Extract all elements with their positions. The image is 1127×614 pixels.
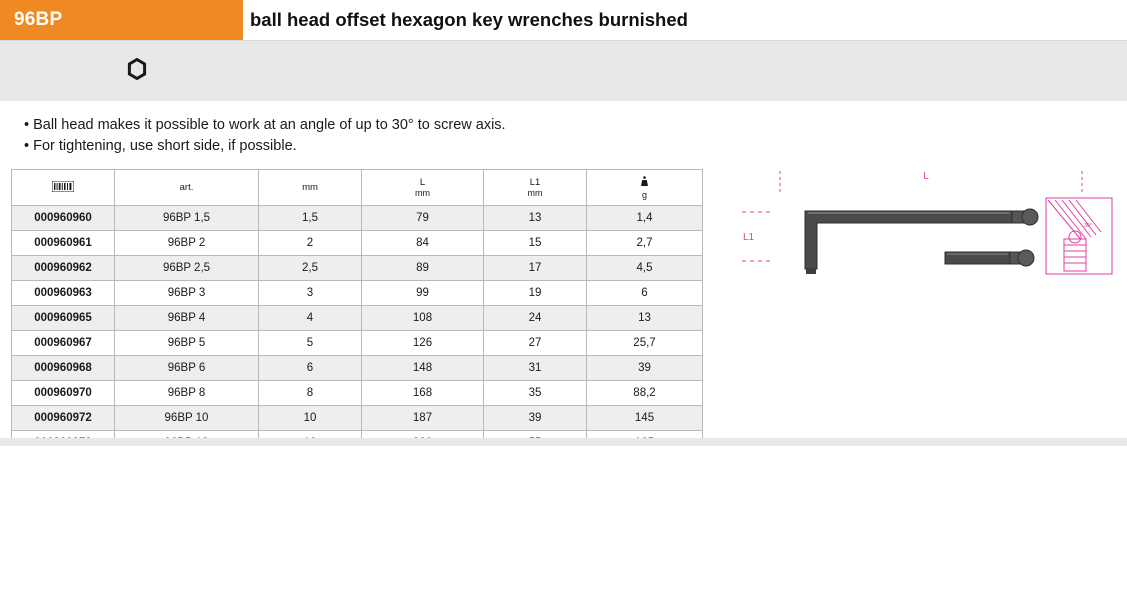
column-header-weight-unit: g: [641, 189, 647, 200]
cell-code: 000960960: [12, 206, 115, 231]
cell-l1: 15: [484, 231, 587, 256]
ball-end-shaft-detail: [945, 250, 1034, 266]
cell-art: 96BP 8: [115, 381, 259, 406]
table-row: [12, 381, 703, 406]
table-row: [12, 281, 703, 306]
table-header-row: [12, 170, 703, 206]
cell-weight: 13: [587, 306, 703, 331]
cell-weight: 25,7: [587, 331, 703, 356]
cell-weight: 145: [587, 406, 703, 431]
cell-mm: 4: [259, 306, 362, 331]
cell-l: 187: [362, 406, 484, 431]
cell-code: 000960970: [12, 381, 115, 406]
cell-l: 99: [362, 281, 484, 306]
page-title: ball head offset hexagon key wrenches burnished: [243, 0, 1127, 40]
product-code-badge: 96BP: [0, 0, 243, 40]
cell-weight: 6: [587, 281, 703, 306]
angle-detail-label: 30°: [1084, 223, 1093, 229]
cell-art: 96BP 4: [115, 306, 259, 331]
cell-code: 000960961: [12, 231, 115, 256]
column-header-mm: [259, 170, 362, 206]
cell-l: 84: [362, 231, 484, 256]
cell-weight: 2,7: [587, 231, 703, 256]
cell-l1: 35: [484, 381, 587, 406]
cell-mm: 2: [259, 231, 362, 256]
column-header-code: [12, 170, 115, 206]
table-row: [12, 306, 703, 331]
cell-code: 000960965: [12, 306, 115, 331]
column-header-l: [362, 170, 484, 206]
table-row: [12, 206, 703, 231]
dimension-label-l: L: [923, 171, 929, 182]
table-header: [12, 170, 703, 206]
cell-code: 000960967: [12, 331, 115, 356]
table-row: [12, 331, 703, 356]
cell-mm: 5: [259, 331, 362, 356]
column-header-l1-unit: mm: [527, 188, 543, 198]
cell-mm: 2,5: [259, 256, 362, 281]
bottom-divider-bar: [0, 438, 1127, 446]
column-header-l-label: L: [419, 177, 426, 188]
cell-l: 168: [362, 381, 484, 406]
cell-l: 79: [362, 206, 484, 231]
weight-icon: [640, 176, 649, 187]
cell-mm: 8: [259, 381, 362, 406]
cell-l: 108: [362, 306, 484, 331]
cell-l1: 31: [484, 356, 587, 381]
table-row: [12, 231, 703, 256]
main-content: [0, 169, 1127, 439]
cell-code: 000960968: [12, 356, 115, 381]
cell-code: 000960962: [12, 256, 115, 281]
column-header-art: [115, 170, 259, 206]
column-header-l1-label: L1: [529, 177, 541, 188]
cell-art: 96BP 5: [115, 331, 259, 356]
product-illustration: [712, 169, 1117, 329]
cell-art: 96BP 6: [115, 356, 259, 381]
cell-l1: 27: [484, 331, 587, 356]
cell-art: 96BP 2: [115, 231, 259, 256]
cell-l1: 17: [484, 256, 587, 281]
cell-l1: 24: [484, 306, 587, 331]
cell-l1: 39: [484, 406, 587, 431]
cell-weight: 4,5: [587, 256, 703, 281]
cell-mm: 6: [259, 356, 362, 381]
cell-l: 126: [362, 331, 484, 356]
cell-l1: 13: [484, 206, 587, 231]
feature-bullet-list: [0, 101, 1127, 157]
table-row: [12, 356, 703, 381]
column-header-weight: [587, 170, 703, 206]
page-footer-area: [0, 446, 1127, 614]
cell-weight: 1,4: [587, 206, 703, 231]
cell-weight: 88,2: [587, 381, 703, 406]
cell-art: 96BP 10: [115, 406, 259, 431]
column-header-l1: [484, 170, 587, 206]
list-item: • For tightening, use short side, if possible.: [24, 138, 297, 154]
cell-mm: 3: [259, 281, 362, 306]
angle-detail-diagram: [1046, 198, 1112, 274]
hexagon-socket-icon: [127, 58, 147, 80]
icon-band: [0, 40, 1127, 101]
cell-mm: 10: [259, 406, 362, 431]
specification-table: [11, 169, 703, 456]
cell-art: 96BP 1,5: [115, 206, 259, 231]
column-header-mm-label: mm: [302, 182, 318, 193]
page-header: [0, 0, 1127, 40]
cell-l1: 19: [484, 281, 587, 306]
dimension-label-l1: L1: [743, 232, 755, 243]
cell-code: 000960963: [12, 281, 115, 306]
list-item: • Ball head makes it possible to work at an angle of up to 30° to screw axis.: [24, 117, 506, 133]
cell-code: 000960972: [12, 406, 115, 431]
cell-l: 148: [362, 356, 484, 381]
cell-art: 96BP 3: [115, 281, 259, 306]
cell-mm: 1,5: [259, 206, 362, 231]
cell-l: 89: [362, 256, 484, 281]
screw-thread: [1064, 239, 1086, 271]
table-body: [12, 206, 703, 456]
table-row: [12, 256, 703, 281]
column-header-l-unit: mm: [415, 188, 430, 198]
cell-weight: 39: [587, 356, 703, 381]
table-row: [12, 406, 703, 431]
cell-art: 96BP 2,5: [115, 256, 259, 281]
barcode-icon: [52, 181, 74, 192]
column-header-art-label: art.: [179, 182, 194, 193]
